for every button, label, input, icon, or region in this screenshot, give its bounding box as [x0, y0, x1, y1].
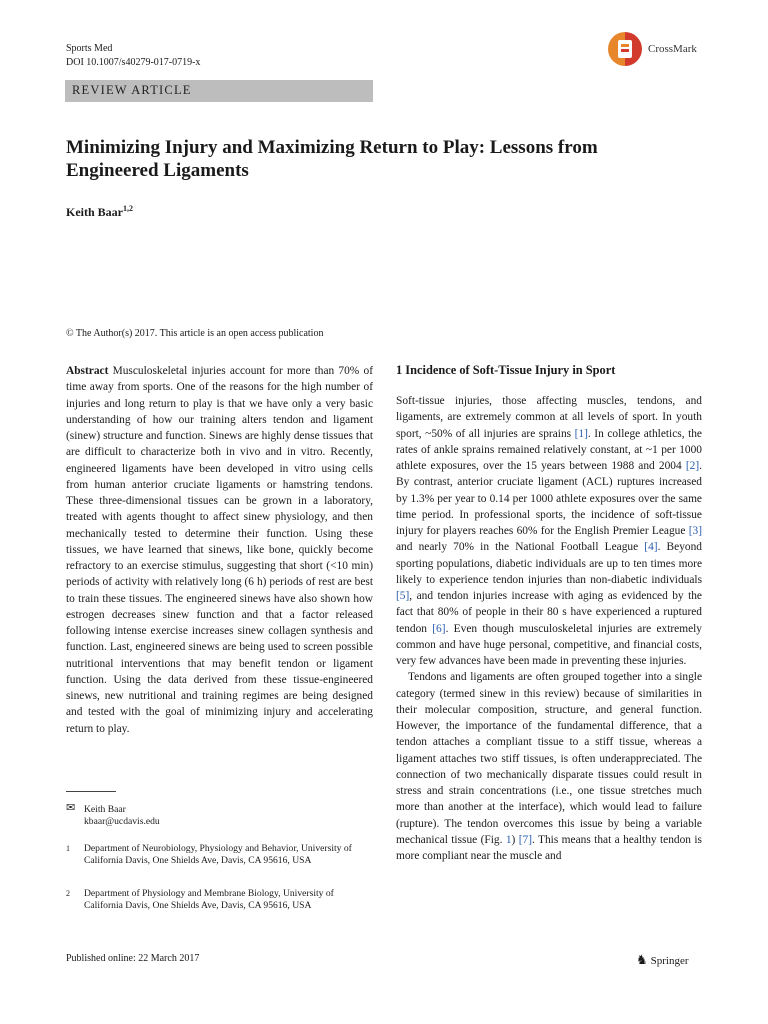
abstract-label: Abstract: [66, 365, 109, 377]
text-run: . In college athletics, the rates of ankle sprains remained relatively constant, at ~1 per 1000 athlete exposures, over the 15 years between 1988 and 2004: [396, 427, 702, 472]
article-type-banner: [65, 80, 373, 102]
citation-link[interactable]: [2]: [685, 460, 700, 472]
text-run: . This means that a healthy tendon is more compliant near the muscle and: [396, 833, 702, 862]
abstract: [66, 363, 373, 737]
paragraph-2: [396, 669, 702, 864]
affiliation-2-text: Department of Physiology and Membrane Biology, University of California Davis, One Shields Ave, Davis, CA 95616, USA: [84, 888, 334, 911]
affiliation-1-text: Department of Neurobiology, Physiology and Behavior, University of California Davis, One Shields Ave, Davis, CA 95616, USA: [84, 843, 352, 866]
publisher-logo: [636, 952, 689, 968]
citation-link[interactable]: [3]: [688, 525, 702, 537]
affiliation-2-mark: 2: [66, 889, 70, 898]
crossmark-badge[interactable]: [608, 32, 708, 68]
open-access-notice: © The Author(s) 2017. This article is an open access publication: [66, 328, 324, 339]
citation-link[interactable]: [1]: [574, 427, 588, 440]
text-run: Soft-tissue injuries, those affecting muscles, tendons, and ligaments, are extremely common at all levels of sport. In youth sport, ~50% of all injuries are sprains: [396, 395, 702, 440]
section-heading: 1 Incidence of Soft-Tissue Injury in Sport: [396, 363, 616, 377]
figure-link[interactable]: 1: [505, 833, 512, 846]
corr-name: Keith Baar: [84, 804, 126, 815]
corr-email[interactable]: kbaar@ucdavis.edu: [84, 816, 160, 827]
affiliation-1-mark: 1: [66, 844, 70, 853]
text-run: , and tendon injuries increase with aging as evidenced by the fact that 80% of people in their 80 s have experienced a ruptured tendon: [396, 590, 702, 635]
crossmark-label: CrossMark: [648, 43, 697, 55]
springer-horse-icon: ♞: [636, 952, 648, 967]
doi[interactable]: DOI 10.1007/s40279-017-0719-x: [66, 57, 201, 68]
abstract-text: Musculoskeletal injuries account for more than 70% of time away from sports. One of the reasons for the high number of injuries and long return to play is that we have only a very basic understanding of how our training alters tendon and ligament (sinew) structure and function. Sinews are highly dense tissues that are difficult to characterize both in vivo and in vitro. Recently, engineered ligaments have been developed in vitro using cells from human anterior cruciate ligaments or hamstring tendons. These three-dimensional tissues can be grown in a laboratory, treated with agents thought to affect sinew physiology, and then mechanically tested to determine their function. Using these tissues, we have learned that sinews, like bone, quickly become refractory to an exercise stimulus, suggesting that short (<10 min) periods of activity with relatively long (6 h) periods of rest are best to train these tissues. The engineered sinews have also shown how estrogen decreases sinew function and that a factor released following intense exercise increases sinew collagen synthesis and function. Last, engineered sinews are being used to screen possible nutritional interventions that may benefit tendon or ligament function. Using the data derived from these tissue-engineered sinews, new nutritional and training regimes are being designed and tested with the goal of minimizing injury and accelerating return to play.: [66, 365, 373, 735]
paragraph-1: [396, 393, 702, 669]
section-body: [396, 393, 702, 864]
journal-name: Sports Med: [66, 43, 113, 54]
envelope-icon: ✉: [66, 802, 76, 814]
citation-link[interactable]: [5]: [396, 590, 410, 602]
citation-link[interactable]: [6]: [432, 622, 446, 635]
author-affiliation-sup: 1,2: [123, 204, 133, 213]
text-run: Tendons and ligaments are often grouped together into a single category (termed sinew in this review) because of similarities in their molecular composition, structure, and general function. However, the importance of the fundamental difference, that a tendon attaches a compliant tissue to a stiff tissue, whereas a ligament attaches two stiff tissues, is often underappreciated. The connection of two mechanically disparate tissues could result in stress and strain concentrations (i.e., one tissue stretches much more than another at the interface), which would lead to failure (rupture). The tendon overcomes this issue by being a variable mechanical tissue (Fig.: [396, 671, 702, 846]
footnote-divider: [66, 791, 116, 792]
article-type: REVIEW ARTICLE: [72, 83, 192, 97]
text-run: and nearly 70% in the National Football League: [396, 541, 645, 554]
text-run: . By contrast, anterior cruciate ligament (ACL) ruptures increased by 1.3% per year to 0.14 per 1000 athlete exposures over the same time period. In professional sports, the incidence of soft-tissue injury for players reaches 60% for the English Premier League: [396, 460, 702, 537]
citation-link[interactable]: [7]: [518, 833, 532, 846]
author-name: Keith Baar: [66, 205, 123, 219]
text-run: . Beyond sporting populations, diabetic individuals are up to ten times more likely to experience tendon injuries than non-diabetic individuals: [396, 541, 702, 586]
publisher-name: Springer: [650, 955, 689, 967]
text-run: ): [511, 833, 519, 846]
published-date: Published online: 22 March 2017: [66, 953, 200, 964]
article-title: Minimizing Injury and Maximizing Return to Play: Lessons from Engineered Ligaments: [66, 137, 598, 181]
citation-link[interactable]: [4]: [644, 541, 658, 554]
crossmark-icon: [608, 32, 642, 66]
author: [66, 204, 133, 220]
text-run: . Even though musculoskeletal injuries are extremely common and have huge personal, competitive, and financial costs, very few advances have been made in preventing these injuries.: [396, 622, 702, 667]
